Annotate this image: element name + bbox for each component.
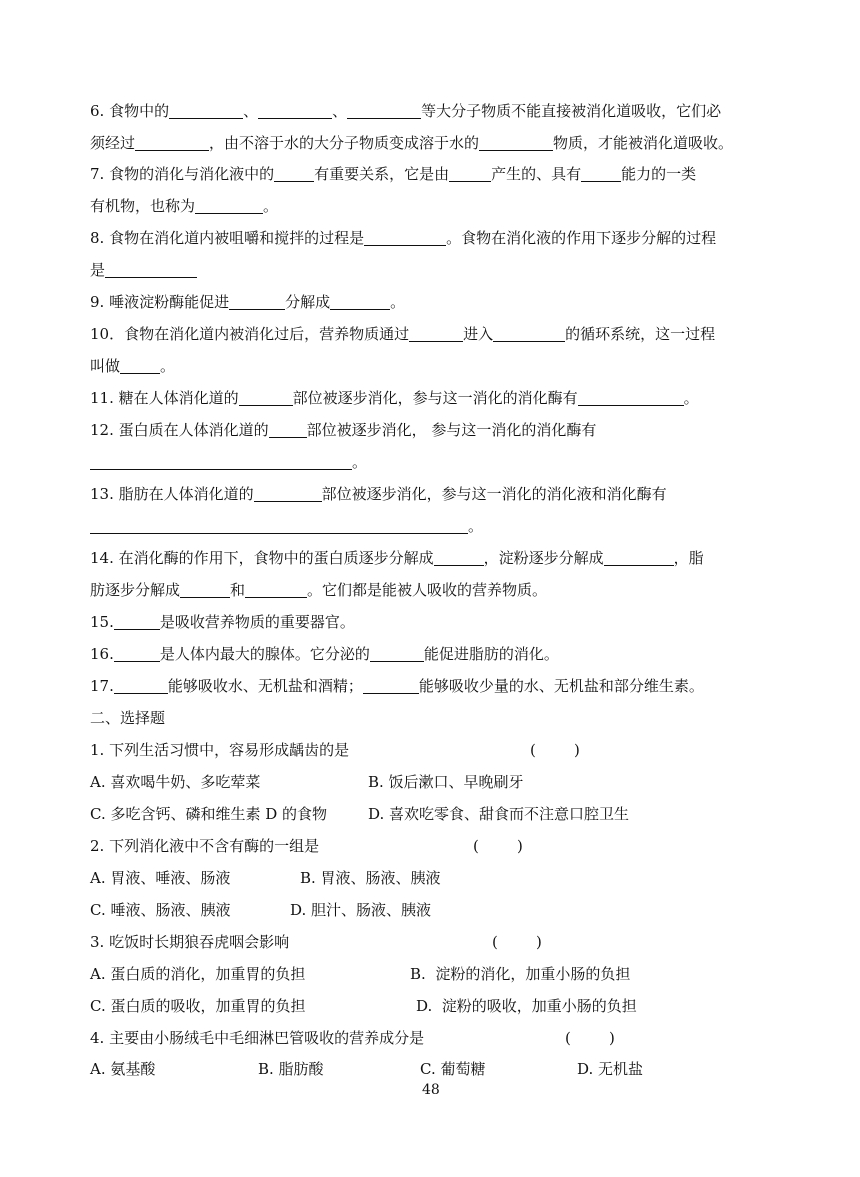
blank <box>364 229 446 246</box>
blank <box>604 549 674 566</box>
answer-paren: ( ) <box>565 1029 615 1047</box>
q9-text: 9. 唾液淀粉酶能促进 <box>90 293 230 311</box>
blank <box>409 325 463 342</box>
q16-line <box>90 644 559 664</box>
q10-text: 进入 <box>463 325 494 343</box>
blank <box>245 581 307 598</box>
q6-text: 等大分子物质不能直接被消化道吸收，它们必 <box>421 102 722 120</box>
q17-text: 能够吸收水、无机盐和酒精； <box>167 677 363 695</box>
q6-line2 <box>90 133 733 153</box>
choice-q4-option-a: A. 氨基酸 <box>90 1060 156 1078</box>
q7-text: 有机物，也称为 <box>90 197 196 215</box>
q16-text: 是人体内最大的腺体。它分泌的 <box>159 645 370 663</box>
choice-q1-option-a: A. 喜欢喝牛奶、多吃荤菜 <box>90 773 261 791</box>
choice-q4-option-b: B. 脂肪酸 <box>258 1060 324 1078</box>
q6-text: 6. 食物中的 <box>90 102 170 120</box>
q10-text: 叫做 <box>90 357 121 375</box>
q8-text: 是 <box>90 261 106 279</box>
q11-text: 。 <box>683 389 699 407</box>
q10-line1 <box>90 324 715 344</box>
choice-q3-stem: 3. 吃饭时长期狼吞虎咽会影响 <box>90 933 290 951</box>
choice-q3-option-c: C. 蛋白质的吸收，加重胃的负担 <box>90 997 306 1015</box>
q8-line1 <box>90 228 716 248</box>
choice-q4-option-c: C. 葡萄糖 <box>420 1060 486 1078</box>
q12-text: 。 <box>352 453 368 471</box>
answer-paren: ( ) <box>473 837 523 855</box>
q7-line2 <box>90 196 278 216</box>
q14-line1 <box>90 548 704 568</box>
page-number: 48 <box>422 1082 440 1098</box>
blank <box>493 325 565 342</box>
choice-q4-option-d: D. 无机盐 <box>577 1060 644 1078</box>
blank <box>449 165 491 182</box>
q17-text: 17. <box>90 677 114 695</box>
q14-text: ，淀粉逐步分解成 <box>483 549 604 567</box>
blank <box>114 613 160 630</box>
q9-line <box>90 292 405 312</box>
q7-text: 有重要关系，它是由 <box>314 165 450 183</box>
answer-paren: ( ) <box>530 741 580 759</box>
blank <box>90 517 468 534</box>
blank <box>105 261 197 278</box>
choice-q3-option-a: A. 蛋白质的消化，加重胃的负担 <box>90 965 306 983</box>
q6-text: 物质，才能被消化道吸收。 <box>553 134 734 152</box>
q11-text: 部位被逐步消化，参与这一消化的消化酶有 <box>292 389 578 407</box>
q8-line2 <box>90 260 197 280</box>
blank <box>120 357 160 374</box>
blank <box>239 389 293 406</box>
q11-text: 11. 糖在人体消化道的 <box>90 389 239 407</box>
choice-q1-option-b: B. 饭后漱口、早晚刷牙 <box>368 773 524 791</box>
q13-line2 <box>90 516 483 536</box>
q14-text: 和 <box>230 581 246 599</box>
q12-line2 <box>90 452 367 472</box>
q16-text: 能促进脂肪的消化。 <box>423 645 559 663</box>
q14-line2 <box>90 580 547 600</box>
choice-q4-stem: 4. 主要由小肠绒毛中毛细淋巴管吸收的营养成分是 <box>90 1029 425 1047</box>
q14-text: 肪逐步分解成 <box>90 581 181 599</box>
choice-q2-option-d: D. 胆汁、肠液、胰液 <box>290 901 432 919</box>
choice-q3-option-b: B. 淀粉的消化，加重小肠的负担 <box>410 965 631 983</box>
q7-text: 7. 食物的消化与消化液中的 <box>90 165 275 183</box>
blank <box>135 134 209 151</box>
choice-q2-option-b: B. 胃液、肠液、胰液 <box>300 869 441 887</box>
q9-text: 。 <box>390 293 406 311</box>
blank <box>347 102 421 119</box>
blank <box>274 165 314 182</box>
q14-text: ，脂 <box>673 549 704 567</box>
q7-line1 <box>90 164 696 184</box>
q6-text: ，由不溶于水的大分子物质变成溶于水的 <box>209 134 480 152</box>
blank <box>434 549 484 566</box>
choice-q1-option-c: C. 多吃含钙、磷和维生素 D 的食物 <box>90 805 328 823</box>
blank <box>363 677 419 694</box>
q13-text: 13. 脂肪在人体消化道的 <box>90 485 254 503</box>
q6-text: 、 <box>243 102 259 120</box>
choice-q2-option-a: A. 胃液、唾液、肠液 <box>90 869 231 887</box>
q15-text: 是吸收营养物质的重要器官。 <box>159 613 355 631</box>
q17-text: 能够吸收少量的水、无机盐和部分维生素。 <box>418 677 704 695</box>
q9-text: 分解成 <box>285 293 331 311</box>
blank <box>254 485 322 502</box>
q6-line1 <box>90 101 721 121</box>
q6-text: 须经过 <box>90 134 136 152</box>
q15-text: 15. <box>90 613 114 631</box>
choice-section-heading: 二、选择题 <box>90 709 166 727</box>
q7-text: 能力的一类 <box>621 165 697 183</box>
q10-text: 10．食物在消化道内被消化过后，营养物质通过 <box>90 325 410 343</box>
q10-text: 的循环系统，这一过程 <box>565 325 716 343</box>
choice-q1-option-d: D. 喜欢吃零食、甜食而不注意口腔卫生 <box>368 805 630 823</box>
q8-text: 8. 食物在消化道内被咀嚼和搅拌的过程是 <box>90 229 365 247</box>
blank <box>114 645 160 662</box>
blank <box>114 677 168 694</box>
blank <box>90 453 352 470</box>
q13-line1 <box>90 484 667 504</box>
q11-line <box>90 388 699 408</box>
q8-text: 。食物在消化液的作用下逐步分解的过程 <box>446 229 717 247</box>
blank <box>229 293 285 310</box>
q16-text: 16. <box>90 645 114 663</box>
answer-paren: ( ) <box>492 933 542 951</box>
blank <box>169 102 243 119</box>
choice-q2-option-c: C. 唾液、肠液、胰液 <box>90 901 231 919</box>
q7-text: 。 <box>263 197 279 215</box>
blank <box>370 645 424 662</box>
q12-text: 部位被逐步消化， 参与这一消化的消化酶有 <box>306 421 597 439</box>
q12-text: 12. 蛋白质在人体消化道的 <box>90 421 269 439</box>
choice-q3-option-d: D. 淀粉的吸收，加重小肠的负担 <box>416 997 637 1015</box>
q15-line <box>90 612 355 632</box>
q13-text: 。 <box>468 517 484 535</box>
q6-text: 、 <box>332 102 348 120</box>
q7-text: 产生的、具有 <box>491 165 582 183</box>
blank <box>195 197 263 214</box>
blank <box>581 165 621 182</box>
blank <box>479 134 553 151</box>
q14-text: 。它们都是能被人吸收的营养物质。 <box>307 581 548 599</box>
choice-q2-stem: 2. 下列消化液中不含有酶的一组是 <box>90 837 320 855</box>
blank <box>330 293 390 310</box>
q10-text: 。 <box>160 357 176 375</box>
blank <box>269 421 307 438</box>
q10-line2 <box>90 356 175 376</box>
q12-line1 <box>90 420 596 440</box>
blank <box>578 389 684 406</box>
q14-text: 14. 在消化酶的作用下，食物中的蛋白质逐步分解成 <box>90 549 434 567</box>
q17-line <box>90 676 704 696</box>
q13-text: 部位被逐步消化，参与这一消化的消化液和消化酶有 <box>321 485 667 503</box>
choice-q1-stem: 1. 下列生活习惯中，容易形成龋齿的是 <box>90 741 350 759</box>
blank <box>180 581 230 598</box>
blank <box>258 102 332 119</box>
